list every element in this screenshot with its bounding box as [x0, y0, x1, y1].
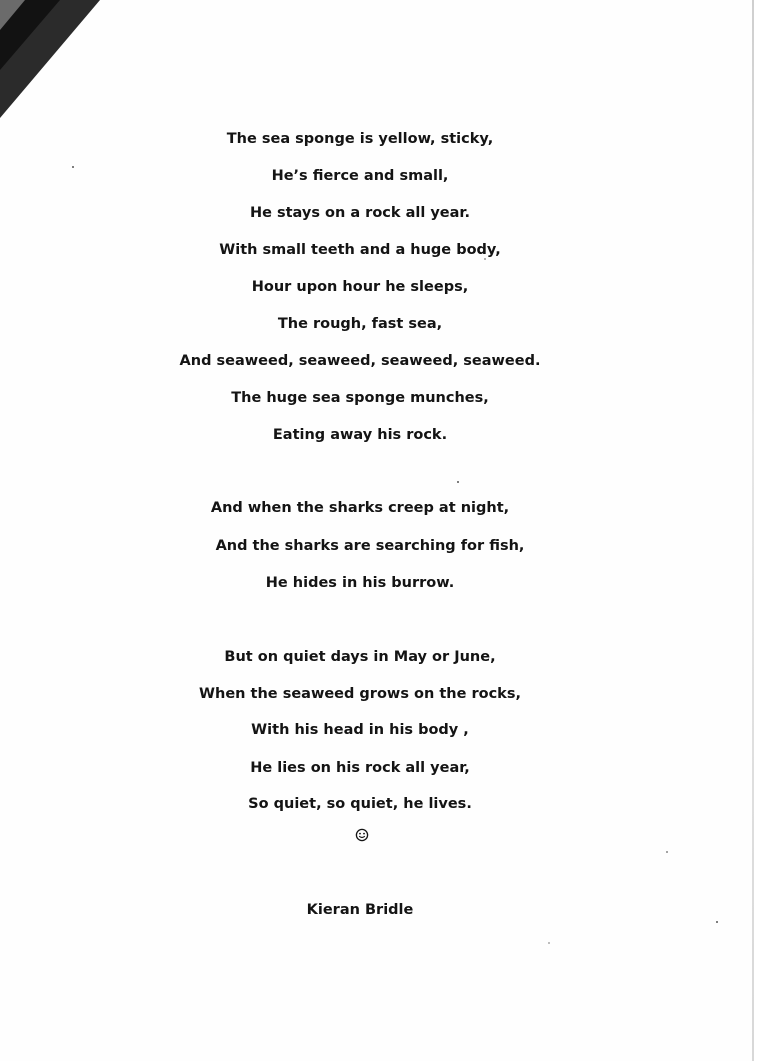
poem-line: But on quiet days in May or June, — [224, 649, 496, 665]
page-margin-strip — [754, 0, 760, 1061]
poem-line: So quiet, so quiet, he lives. — [248, 796, 472, 812]
ink-speck — [666, 851, 668, 853]
poem-line: The sea sponge is yellow, sticky, — [226, 131, 494, 147]
poem-line: And seaweed, seaweed, seaweed, seaweed. — [179, 353, 541, 369]
poem-line: With his head in his body , — [251, 722, 469, 738]
poem-line: Hour upon hour he sleeps, — [251, 279, 469, 295]
poem-line: The rough, fast sea, — [277, 316, 443, 332]
poem-line: With small teeth and a huge body, — [219, 242, 501, 258]
author-name: Kieran Bridle — [306, 902, 414, 918]
folded-corner-shadow — [0, 0, 110, 120]
poem-line: The huge sea sponge munches, — [231, 390, 489, 406]
ink-speck — [457, 481, 459, 483]
poem-line: When the seaweed grows on the rocks, — [199, 686, 521, 702]
ink-speck — [548, 942, 550, 944]
poem-line: He stays on a rock all year. — [249, 205, 471, 221]
poem-line: And when the sharks creep at night, — [210, 500, 510, 516]
poem-line: He lies on his rock all year, — [250, 760, 470, 776]
ink-speck — [716, 921, 718, 923]
poem-line: He hides in his burrow. — [265, 575, 455, 591]
smiley-face-icon — [355, 828, 369, 842]
poem-line: Eating away his rock. — [272, 427, 448, 443]
poem-line: And the sharks are searching for fish, — [215, 538, 525, 554]
poem-line: He’s fierce and small, — [271, 168, 449, 184]
